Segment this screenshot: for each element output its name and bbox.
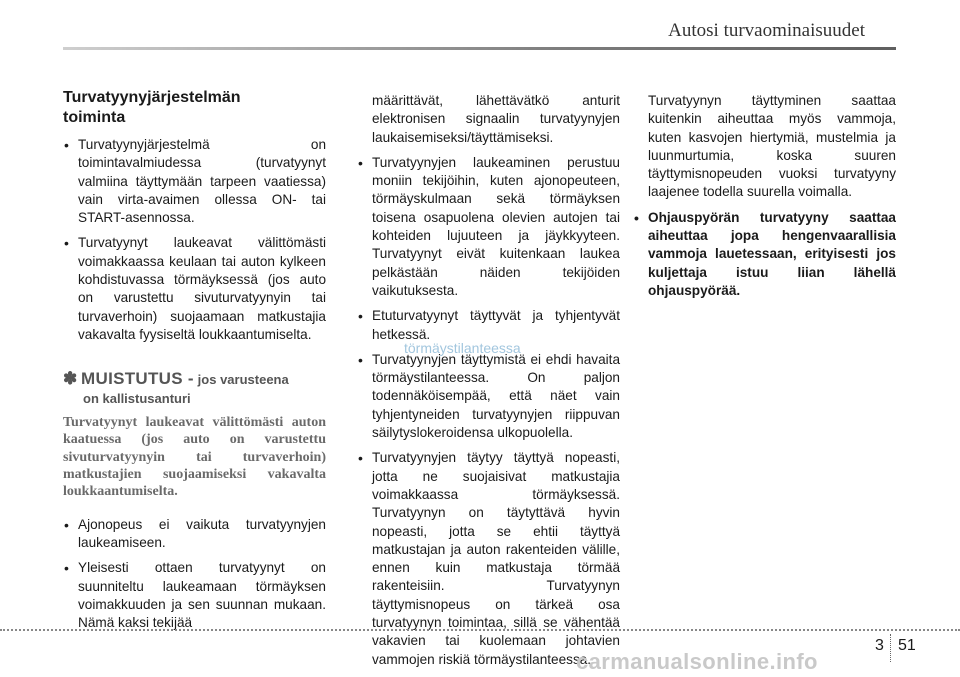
list-item-text: Turvatyynyt laukeavat välittömästi voimakkaassa keulaan tai auton kylkeen kohdistuvassa törmäyksessä (jos auto on varustettu sivuturvatyynyin tai turvaverhoin) suojaamaan matkustajia vakavalta fyysiseltä loukkaantumiselta. (78, 235, 326, 342)
list-item (63, 136, 326, 227)
continuation-paragraph: määrittävät, lähettävätkö anturit elektronisen signaalin turvatyynyjen laukaisemiseksi/täyttämiseksi. (372, 93, 620, 145)
column-3 (633, 92, 896, 307)
note-qualifier-line2: on kallistusanturi (83, 390, 191, 406)
list-item-text: Turvatyynyjärjestelmä on toimintavalmiudessa (turvatyynyt valmiina täyttymään tarpeen vaatiessa) vain virta-avaimen ollessa ON- tai START-asennossa. (78, 137, 326, 226)
note-body: Turvatyynyt laukeavat välittömästi auton kaatuessa (jos auto on varustettu sivuturvatyynyin tai turvaverhoin) matkustajien suojaamiseksi vakavalta loukkaantumiselta. (63, 414, 326, 500)
list-item (63, 234, 326, 344)
header-divider (63, 47, 896, 50)
note-heading (63, 370, 326, 389)
list-item-text: Turvatyynyjen täyttymistä ei ehdi havaita törmäystilanteessa. On paljon todennäköisempää, että näet vain tyhjentyneiden turvatyynyjen riippuvan säilytyslokeroidensa ulkopuolella. (372, 351, 620, 441)
list-item (63, 516, 326, 553)
list-item-text: Ajonopeus ei vaikuta turvatyynyjen laukeamiseen. (78, 516, 326, 551)
column-2 (357, 92, 620, 676)
page-number: 51 (898, 637, 916, 654)
bullet-dot: • (358, 154, 363, 171)
list-item-text: Yleisesti ottaen turvatyynyt on suunniteltu laukeamaan törmäyksen voimakkuuden ja sen suunnan mukaan. Nämä kaksi tekijää (78, 560, 326, 631)
column-1 (63, 88, 326, 640)
section-title-line1: Turvatyynyjärjestelmän (63, 89, 241, 106)
bullet-dot: • (64, 137, 69, 153)
chapter-number: 3 (875, 637, 884, 654)
list-item (63, 559, 326, 632)
section-title (63, 88, 326, 128)
page-header-title: Autosi turvaominaisuudet (668, 20, 865, 41)
site-logo[interactable]: carmanualsonline.info (576, 649, 818, 674)
list-item (357, 351, 620, 442)
continuation-paragraph: Turvatyynyn täyttyminen saattaa kuitenkin aiheuttaa myös vammoja, kuten kasvojen hiertymiä, mustelmia ja luunmurtumia, koska suuren täyttymisnopeuden vuoksi turvatyyny laajenee todella suurella voimalla. (648, 93, 896, 200)
page-number-separator (890, 634, 891, 662)
section-title-line2: toiminta (63, 109, 126, 126)
bullet-dot: • (358, 351, 363, 368)
bullet-dot: • (358, 308, 363, 325)
bullet-dot: • (64, 516, 69, 533)
note-qualifier: jos varusteena (197, 372, 289, 388)
watermark-text: törmäystilanteessa (404, 340, 521, 356)
warning-list-item (633, 209, 896, 300)
list-item-text: Ohjauspyörän turvatyyny saattaa aiheuttaa jopa hengenvaarallisia vammoja lauetessaan, erityisesti jos kuljettaja istuu liian lähellä ohjauspyörää. (648, 209, 896, 298)
bullet-dot: • (64, 560, 69, 577)
footer-divider (0, 629, 960, 631)
list-item-text: Etuturvatyynyt täyttyvät ja tyhjentyvät hetkessä. (372, 308, 620, 342)
note-label: MUISTUTUS - (81, 369, 194, 389)
list-item-text: Turvatyynyjen täytyy täyttyä nopeasti, jotta ne suojaisivat matkustajia voimakkaassa törmäyksessä. Turvatyynyn on täytyttävä hyvin nopeasti, jotta se ehtii täyttyä matkustajan ja auton rakenteiden välille, ennen kuin matkustaja törmää rakenteisiin. Turvatyynyn täyttymisnopeus on tärkeä osa turvatyynyn toimintaa, sillä se vähentää vakavien tai kuolemaan johtavien vammojen riskiä törmäystilanteessa. (372, 450, 620, 667)
bullet-dot: • (358, 450, 363, 467)
asterisk-note-icon: ✽ (63, 369, 78, 389)
bullet-dot: • (64, 235, 69, 252)
list-item (357, 307, 620, 344)
bullet-dot: • (634, 209, 639, 226)
list-item (357, 449, 620, 669)
list-item (357, 154, 620, 300)
list-item-text: Turvatyynyjen laukeaminen perustuu moniin tekijöihin, kuten ajonopeuteen, törmäyskulmaan sekä törmäyksen toisena osapuolena olevien autojen tai kohteiden lujuuteen ja jäykkyyteen. Turvatyynyt eivät kuitenkaan laukea pelkästään näiden tekijöiden vaikutuksesta. (372, 154, 620, 298)
